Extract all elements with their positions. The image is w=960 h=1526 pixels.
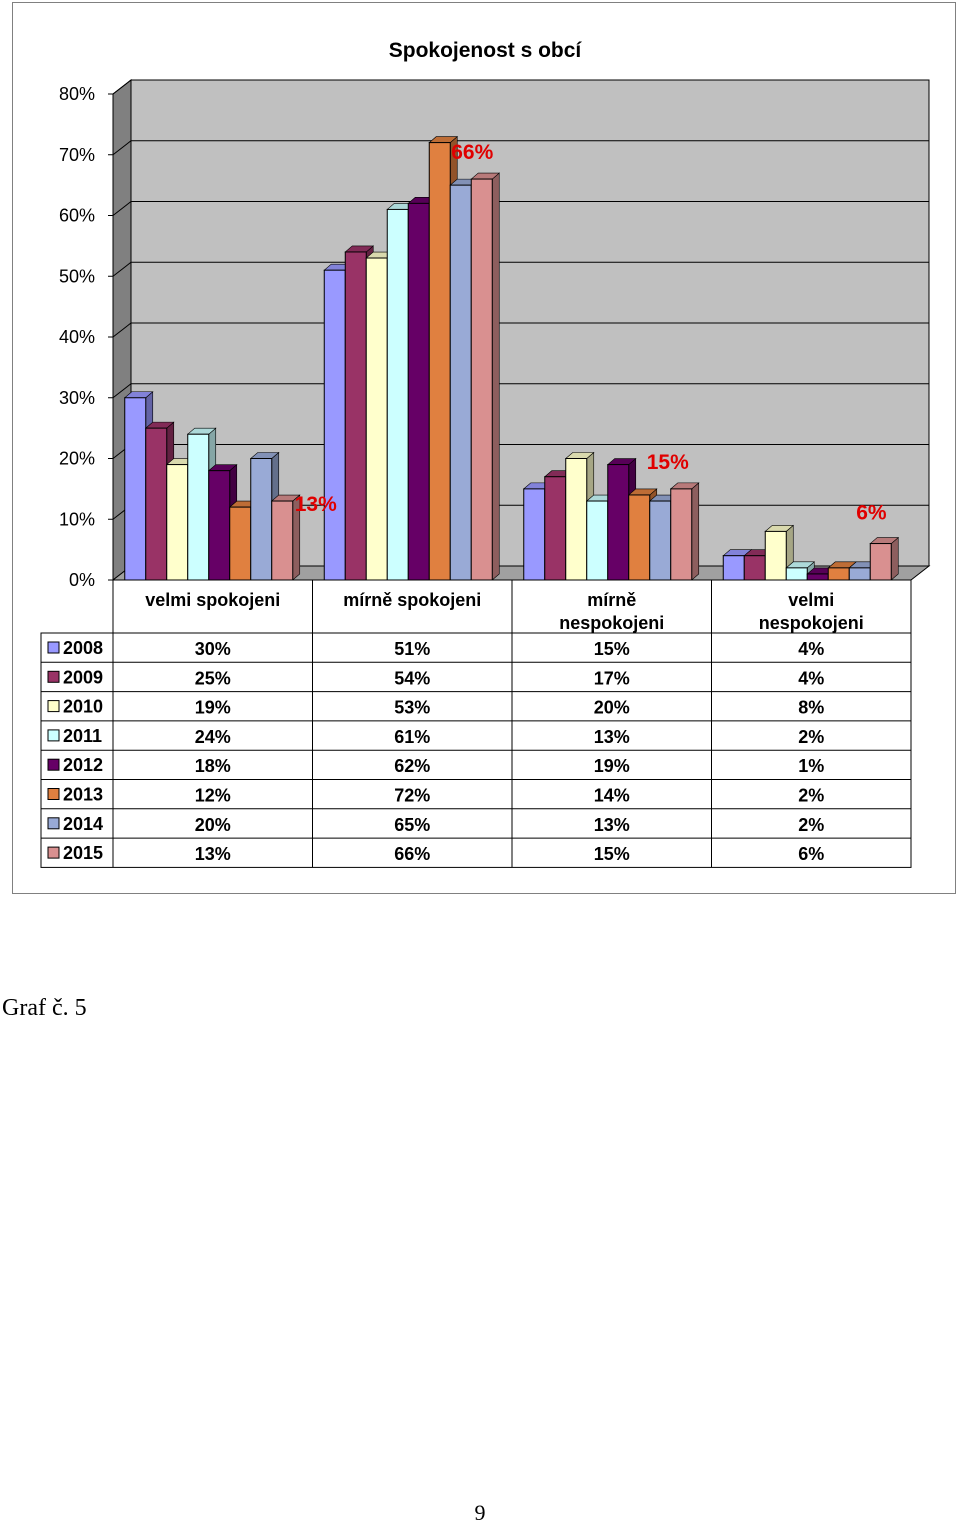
table-cell: 13% — [593, 814, 630, 835]
category-label: mírně spokojeni — [343, 590, 482, 610]
legend-entry: 2009 — [63, 667, 104, 688]
table-cell: 2% — [798, 785, 825, 806]
category-label: nespokojeni — [559, 613, 665, 633]
bar-front — [471, 179, 492, 580]
y-tick-label: 40% — [58, 327, 95, 347]
bar-front — [146, 428, 167, 580]
table-row-2015 — [48, 843, 824, 864]
legend-entry: 2008 — [63, 638, 104, 658]
legend-entry: 2012 — [63, 755, 104, 776]
y-tick-label: 0% — [68, 570, 95, 590]
data-label: 66% — [451, 141, 494, 165]
bar-front — [366, 258, 387, 580]
legend-key — [48, 818, 59, 829]
legend-entry: 2015 — [63, 843, 104, 864]
table-cell: 30% — [194, 639, 231, 659]
bar-front — [450, 185, 471, 580]
chart-title: Spokojenost s obcí — [388, 39, 582, 62]
data-label: 15% — [646, 450, 689, 474]
bar-front — [345, 252, 366, 580]
bar-front — [545, 477, 566, 580]
bar-side — [492, 173, 499, 580]
table-cell: 66% — [394, 844, 431, 865]
bar-front — [650, 501, 671, 580]
table-cell: 25% — [194, 668, 231, 689]
bar-front — [849, 568, 870, 580]
data-label: 13% — [294, 493, 337, 517]
table-cell: 1% — [798, 756, 825, 777]
bar-front — [209, 471, 230, 580]
bar-front — [765, 531, 786, 580]
table-row-2014 — [48, 814, 824, 835]
table-cell: 13% — [593, 726, 630, 747]
y-tick-label: 30% — [58, 387, 95, 408]
data-label: 6% — [856, 501, 887, 525]
table-cell: 2% — [798, 814, 825, 835]
table-cell: 72% — [394, 785, 431, 806]
table-cell: 51% — [394, 639, 431, 659]
bar-front — [566, 459, 587, 581]
legend-key — [48, 642, 59, 653]
table-cell: 8% — [798, 697, 825, 718]
table-cell: 18% — [194, 756, 231, 777]
legend-key — [48, 671, 59, 682]
page-number: 9 — [474, 1500, 486, 1525]
bar-front — [387, 209, 408, 580]
y-tick-label: 60% — [58, 205, 95, 226]
table-row-2011 — [48, 726, 824, 747]
legend-entry: 2011 — [63, 725, 103, 746]
category-label: velmi — [788, 590, 835, 610]
bar-front — [167, 465, 188, 580]
table-cell: 12% — [194, 785, 231, 806]
table-cell: 15% — [593, 639, 630, 659]
table-cell: 54% — [394, 668, 431, 689]
category-label: velmi spokojeni — [145, 590, 281, 610]
table-cell: 53% — [394, 697, 431, 718]
table-cell: 4% — [798, 639, 825, 659]
bar-2015-4 — [870, 538, 898, 580]
table-cell: 24% — [194, 726, 231, 747]
table-cell: 61% — [394, 726, 431, 747]
bar-front — [671, 489, 692, 580]
legend-key — [48, 701, 59, 712]
bar-side — [891, 538, 898, 580]
table-row-2012 — [48, 755, 824, 776]
table-row-2010 — [48, 697, 824, 718]
y-tick-label: 80% — [58, 84, 95, 104]
y-tick-label: 10% — [58, 509, 95, 530]
chart-frame — [12, 2, 956, 894]
table-cell: 15% — [593, 844, 630, 865]
bar-front — [828, 568, 849, 580]
table-cell: 62% — [394, 756, 431, 777]
table-cell: 6% — [798, 844, 825, 865]
legend-key — [48, 847, 59, 858]
bar-front — [629, 495, 650, 580]
bar-front — [408, 203, 429, 580]
table-cell: 2% — [798, 726, 825, 747]
bar-front — [870, 544, 891, 580]
table-row-2009 — [48, 667, 824, 688]
table-cell: 65% — [394, 814, 431, 835]
bar-front — [230, 507, 251, 580]
bar-front — [188, 434, 209, 580]
table-cell: 14% — [593, 785, 630, 806]
table-cell: 19% — [194, 697, 231, 718]
table-cell: 13% — [194, 844, 231, 865]
table-cell: 17% — [593, 668, 630, 689]
bar-front — [324, 270, 345, 580]
bar-front — [272, 501, 293, 580]
legend-entry: 2013 — [63, 784, 104, 805]
bar-front — [125, 398, 146, 580]
y-tick-label: 50% — [58, 266, 95, 287]
data-table — [41, 580, 911, 867]
bar-front — [807, 574, 828, 580]
table-cell: 19% — [593, 756, 630, 777]
table-row-2008 — [48, 638, 824, 659]
table-cell: 20% — [593, 697, 630, 718]
bar-front — [524, 489, 545, 580]
figure-caption: Graf č. 5 — [2, 995, 87, 1021]
bar-front — [744, 556, 765, 580]
bar-2015-2 — [471, 173, 499, 580]
bar-front — [587, 501, 608, 580]
legend-key — [48, 789, 59, 800]
y-tick-label: 20% — [58, 448, 95, 469]
table-cell: 4% — [798, 668, 825, 689]
legend-entry: 2010 — [63, 696, 104, 717]
bar-front — [608, 465, 629, 580]
bar-side — [692, 483, 699, 580]
bar-front — [429, 143, 450, 580]
bar-front — [786, 568, 807, 580]
table-row-2013 — [48, 785, 824, 806]
bar-front — [723, 556, 744, 580]
bar-2015-3 — [671, 483, 699, 580]
legend-key — [48, 759, 59, 770]
bar-front — [251, 459, 272, 581]
legend-key — [48, 730, 59, 741]
category-label: nespokojeni — [758, 613, 864, 633]
table-cell: 20% — [194, 814, 231, 835]
legend-entry: 2014 — [63, 813, 104, 834]
y-tick-label: 70% — [58, 144, 95, 165]
category-label: mírně — [587, 590, 637, 610]
bar-chart — [13, 3, 957, 895]
